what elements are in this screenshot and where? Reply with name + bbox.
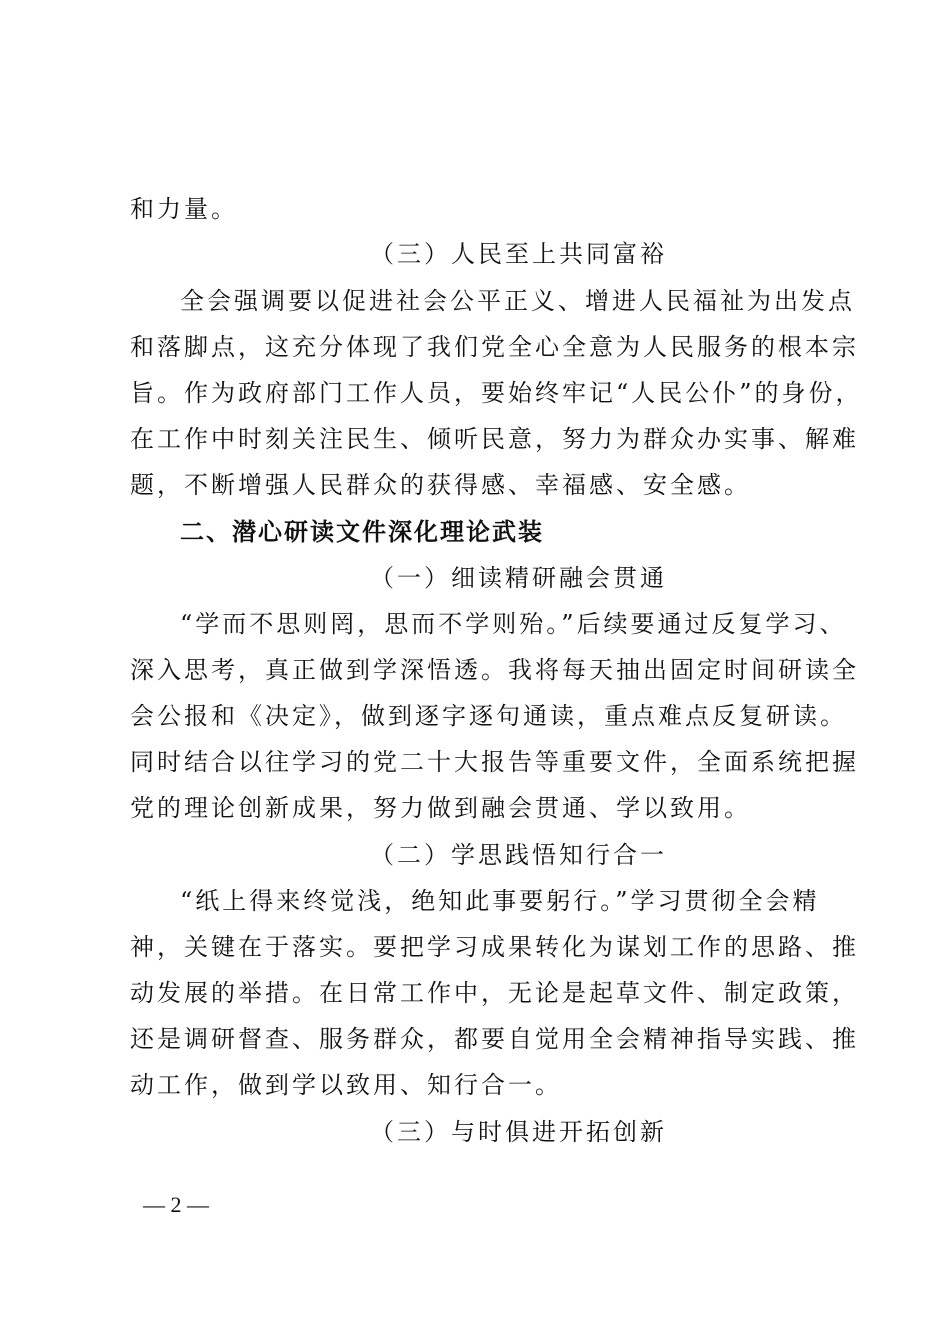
- paragraph-line: 和力量。: [130, 195, 238, 223]
- paragraph-line: 深入思考，真正做到学深悟透。我将每天抽出固定时间研读全: [130, 656, 859, 684]
- section-heading: 二、潜心研读文件深化理论武装: [180, 518, 544, 546]
- subsection-heading: （三）与时俱进开拓创新: [370, 1118, 667, 1146]
- paragraph-line: 同时结合以往学习的党二十大报告等重要文件，全面系统把握: [130, 748, 859, 776]
- subsection-heading: （三）人民至上共同富裕: [370, 240, 667, 268]
- subsection-heading: （一）细读精研融会贯通: [370, 564, 667, 592]
- paragraph-line: “纸上得来终觉浅，绝知此事要躬行。”学习贯彻全会精: [180, 887, 820, 915]
- paragraph-line: 党的理论创新成果，努力做到融会贯通、学以致用。: [130, 794, 751, 822]
- paragraph-line: 还是调研督查、服务群众，都要自觉用全会精神指导实践、推: [130, 1025, 859, 1053]
- paragraph-line: “学而不思则罔，思而不学则殆。”后续要通过反复学习、: [180, 610, 847, 638]
- paragraph-line: 动工作，做到学以致用、知行合一。: [130, 1071, 562, 1099]
- paragraph-line: 会公报和《决定》，做到逐字逐句通读，重点难点反复研读。: [130, 702, 847, 730]
- paragraph-line: 在工作中时刻关注民生、倾听民意，努力为群众办实事、解难: [130, 425, 859, 453]
- paragraph-line: 题，不断增强人民群众的获得感、幸福感、安全感。: [130, 471, 751, 499]
- subsection-heading: （二）学思践悟知行合一: [370, 841, 667, 869]
- paragraph-line: 神，关键在于落实。要把学习成果转化为谋划工作的思路、推: [130, 933, 859, 961]
- page-number: — 2 —: [143, 1192, 209, 1217]
- paragraph-line: 旨。作为政府部门工作人员，要始终牢记“人民公仆”的身份，: [130, 379, 863, 407]
- paragraph-line: 全会强调要以促进社会公平正义、增进人民福祉为出发点: [180, 287, 855, 315]
- paragraph-line: 动发展的举措。在日常工作中，无论是起草文件、制定政策，: [130, 979, 859, 1007]
- paragraph-line: 和落脚点，这充分体现了我们党全心全意为人民服务的根本宗: [130, 333, 859, 361]
